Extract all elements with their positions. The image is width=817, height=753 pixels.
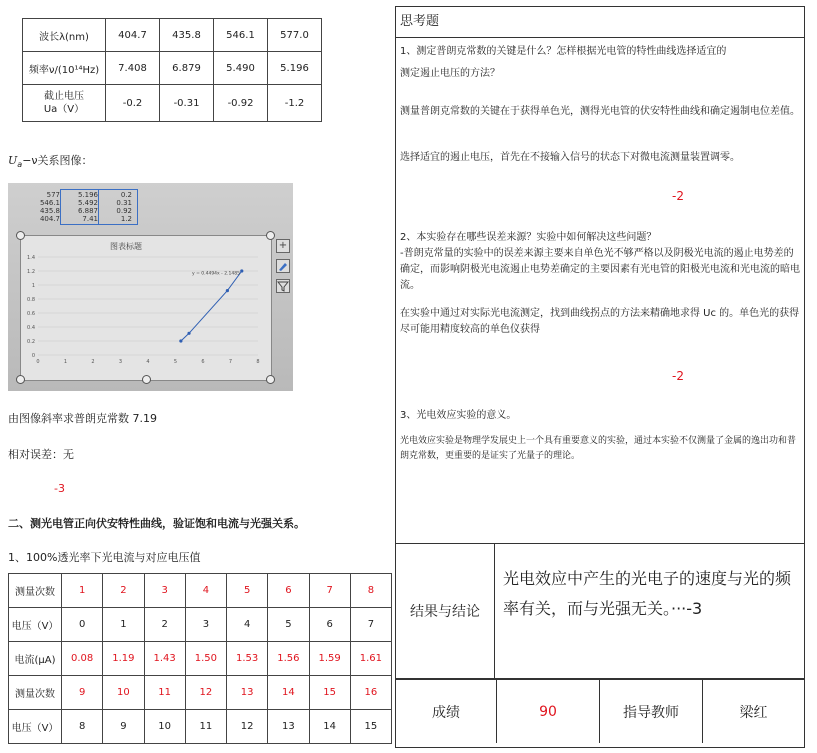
table-cell: -0.2 [106, 85, 160, 122]
count-header: 测量次数 [9, 574, 62, 608]
table-cell: 404.7 [106, 19, 160, 52]
table-cell: 15 [309, 676, 350, 710]
cutoff-header-line1: 截止电压 [44, 91, 84, 102]
sheet-cell: 5.196 [77, 191, 98, 199]
voltage-header: 电压（V） [9, 710, 62, 744]
y-tick-label: 1 [31, 283, 35, 289]
table-cell: 5.490 [214, 52, 268, 85]
table-cell: 2 [144, 608, 185, 642]
data-point [179, 339, 182, 342]
table-cell: 14 [268, 676, 309, 710]
sheet-cell: 546.1 [39, 199, 60, 207]
teacher-label: 指导教师 [600, 680, 703, 744]
voltage-header: 电压（V） [9, 608, 62, 642]
resize-handle[interactable] [16, 231, 25, 240]
relative-error: 相对误差：无 [8, 448, 74, 461]
table-cell: 1.61 [350, 642, 391, 676]
sheet-cell: 1.2 [120, 215, 132, 223]
table-cell: 5 [268, 608, 309, 642]
x-tick-label: 2 [91, 359, 95, 365]
caption-rest: −ν关系图像： [22, 154, 93, 167]
table-cell: 3 [185, 608, 226, 642]
resize-handle[interactable] [16, 375, 25, 384]
chart-title: 图表标题 [110, 242, 142, 251]
chart-style-brush-icon[interactable] [276, 259, 290, 273]
table-cell: 7.408 [106, 52, 160, 85]
questions-body [396, 38, 804, 544]
chart-filter-icon[interactable] [276, 279, 290, 293]
table-cell: 0.08 [62, 642, 103, 676]
table-row [9, 608, 392, 642]
answer-1b: 选择适宜的遏止电压，首先在不接输入信号的状态下对微电流测量装置调零。 [400, 152, 740, 163]
data-point [187, 332, 190, 335]
table-cell: 9 [103, 710, 144, 744]
sheet-cell: 6.887 [77, 207, 98, 215]
chart-photo [8, 183, 293, 391]
table-cell: -0.31 [160, 85, 214, 122]
chart-elements-button[interactable]: + [276, 239, 290, 253]
table-cell: 13 [227, 676, 268, 710]
table-cell: 5 [227, 574, 268, 608]
funnel-icon [277, 280, 289, 292]
table-cell: 0 [62, 608, 103, 642]
sheet-cell: 0.2 [120, 191, 132, 199]
y-tick-label: 0.6 [27, 311, 35, 317]
y-tick-label: 0 [31, 353, 35, 359]
chart-layer [27, 255, 260, 365]
panel-title: 思考题 [400, 14, 440, 29]
left-page [0, 0, 395, 753]
section2-title: 二、测光电管正向伏安特性曲线，验证饱和电流与光强关系。 [8, 517, 305, 530]
graph-caption [8, 152, 93, 169]
table-cell: 2 [103, 574, 144, 608]
deduction-score: -2 [672, 189, 684, 203]
x-tick-label: 0 [36, 359, 40, 365]
brush-icon [277, 260, 289, 272]
y-tick-label: 1.2 [27, 269, 35, 275]
result-section [396, 544, 804, 679]
grade-value: 90 [497, 680, 600, 744]
table-cell: 7 [350, 608, 391, 642]
table-cell: 12 [227, 710, 268, 744]
grade-row [396, 679, 804, 743]
x-tick-label: 7 [228, 359, 233, 365]
table-cell: 13 [268, 710, 309, 744]
deduction-score: -2 [672, 369, 684, 383]
table-cell: 1.50 [185, 642, 226, 676]
answer-2b: 在实验中通过对实际光电流测定，找到曲线拐点的方法来精确地求得 Uc 的。单色光的获得尽可能用精度较高的单色仪获得 [400, 308, 800, 335]
table-cell: -0.92 [214, 85, 268, 122]
panel-header [396, 7, 804, 38]
question-2: 2、本实验存在哪些误差来源？实验中如何解决这些问题？ [400, 232, 657, 243]
table-cell: 546.1 [214, 19, 268, 52]
wavelength-header: 波长λ(nm) [23, 19, 106, 52]
table-row [23, 85, 322, 122]
table-cell: 12 [185, 676, 226, 710]
question-1: 1、测定普朗克常数的关键是什么？怎样根据光电管的特性曲线选择适宜的 [400, 46, 727, 57]
table-row [9, 574, 392, 608]
question-1-cont: 测定遏止电压的方法？ [400, 68, 500, 79]
result-label: 结果与结论 [396, 544, 495, 678]
sheet-cell: 0.92 [116, 207, 132, 215]
frequency-header: 频率ν/(10¹⁴Hz) [23, 52, 106, 85]
table-cell: 11 [144, 676, 185, 710]
table-cell: 5.196 [268, 52, 322, 85]
planck-result: 由图像斜率求普朗克常数 7.19 [8, 412, 157, 425]
table-cell: 14 [309, 710, 350, 744]
sheet-cell: 577 [46, 191, 60, 199]
table-cell: 1.43 [144, 642, 185, 676]
sheet-cell: 7.41 [82, 215, 98, 223]
caption-symbol: U [8, 154, 18, 167]
x-tick-label: 1 [63, 359, 68, 365]
table-cell: 435.8 [160, 19, 214, 52]
table-row [23, 52, 322, 85]
table-cell: 10 [144, 710, 185, 744]
thinking-questions-panel [395, 6, 805, 748]
x-tick-label: 3 [118, 359, 123, 365]
table-cell: 6 [309, 608, 350, 642]
table-cell: -1.2 [268, 85, 322, 122]
resize-handle[interactable] [266, 375, 275, 384]
teacher-name: 梁红 [703, 680, 805, 744]
table-cell: 9 [62, 676, 103, 710]
grade-label: 成绩 [396, 680, 497, 744]
table-cell: 577.0 [268, 19, 322, 52]
table-cell: 8 [62, 710, 103, 744]
answer-2: -普朗克常量的实验中的误差来源主要来自单色光不够严格以及阴极光电流的遏止电势差的确定，而影响阴极光电流遏止电势差确定的主要因素有光电管的阳极光电流和光电流的暗电流。 [400, 248, 800, 291]
sheet-cell: 404.7 [39, 215, 60, 223]
result-text: 光电效应中产生的光电子的速度与光的频率有关，而与光强无关。···-3 [503, 569, 792, 618]
sheet-cell: 435.8 [39, 207, 60, 215]
x-tick-label: 4 [146, 359, 150, 365]
cutoff-header-line2: Ua（V） [43, 104, 85, 115]
table-row [396, 680, 804, 744]
table-cell: 8 [350, 574, 391, 608]
answer-3: 光电效应实验是物理学发展史上一个具有重要意义的实验，通过本实验不仅测量了金属的逸出功和普朗克常数，更重要的是证实了光量子的理论。 [400, 436, 797, 461]
trendline-label: y = 0.4494x - 2.1485 [192, 271, 240, 277]
table-cell: 1 [62, 574, 103, 608]
sheet-cell: 0.31 [116, 199, 132, 207]
table-cell: 1.56 [268, 642, 309, 676]
table-cell: 4 [185, 574, 226, 608]
deduction-score: -3 [54, 482, 65, 495]
data-point [226, 289, 229, 292]
table-row [9, 710, 392, 744]
table-cell: 6 [268, 574, 309, 608]
resize-handle[interactable] [142, 375, 151, 384]
table-cell: 7 [309, 574, 350, 608]
table-cell: 1.59 [309, 642, 350, 676]
sheet-cell: 5.492 [77, 199, 98, 207]
caption-sub: a [17, 160, 23, 170]
table-row [23, 19, 322, 52]
count-header: 测量次数 [9, 676, 62, 710]
table-cell: 1 [103, 608, 144, 642]
table-cell: 1.53 [227, 642, 268, 676]
cutoff-voltage-table [22, 18, 322, 122]
y-tick-label: 0.8 [27, 297, 35, 303]
chart-svg [20, 249, 270, 375]
current-voltage-table [8, 573, 392, 744]
y-tick-label: 1.4 [27, 255, 35, 261]
y-tick-label: 0.4 [27, 325, 35, 331]
answer-1: 测量普朗克常数的关键在于获得单色光，测得光电管的伏安特性曲线和确定遏制电位差值。 [400, 106, 800, 117]
cutoff-header [23, 85, 106, 122]
table-cell: 4 [227, 608, 268, 642]
data-point [240, 269, 243, 272]
y-tick-label: 0.2 [27, 339, 35, 345]
table-cell: 11 [185, 710, 226, 744]
series-line [181, 271, 242, 341]
section2-subtitle: 1、100%透光率下光电流与对应电压值 [8, 551, 201, 564]
question-3: 3、光电效应实验的意义。 [400, 410, 517, 421]
sheet-selection [98, 189, 138, 225]
x-tick-label: 5 [173, 359, 178, 365]
table-cell: 15 [350, 710, 391, 744]
table-row [9, 642, 392, 676]
table-cell: 10 [103, 676, 144, 710]
resize-handle[interactable] [266, 231, 275, 240]
x-tick-label: 8 [256, 359, 260, 365]
current-header: 电流(μA) [9, 642, 62, 676]
table-cell: 1.19 [103, 642, 144, 676]
table-cell: 3 [144, 574, 185, 608]
table-cell: 16 [350, 676, 391, 710]
table-row [9, 676, 392, 710]
table-cell: 6.879 [160, 52, 214, 85]
x-tick-label: 6 [201, 359, 205, 365]
